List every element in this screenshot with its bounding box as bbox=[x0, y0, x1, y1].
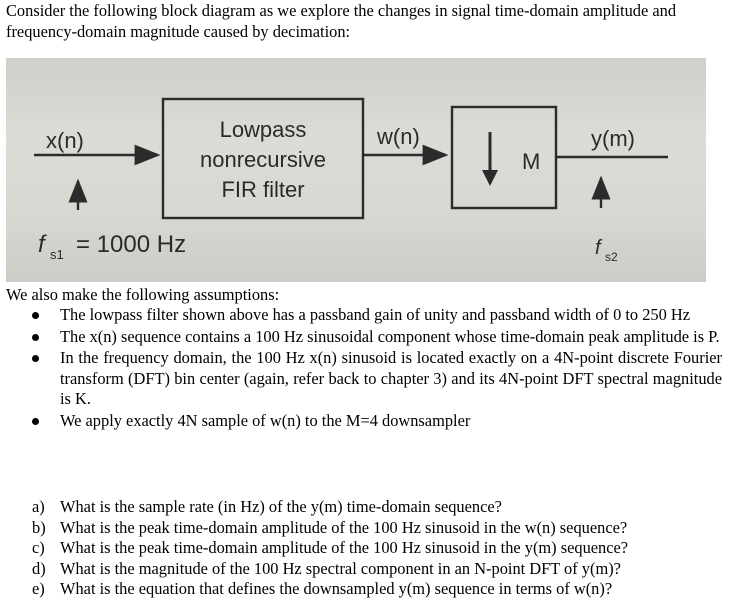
list-item bbox=[6, 411, 722, 432]
question-text: What is the peak time-domain amplitude of the 100 Hz sinusoid in the y(m) sequence? bbox=[60, 538, 629, 558]
fs2-subscript: s2 bbox=[605, 250, 618, 264]
list-item bbox=[6, 348, 722, 410]
assumptions-heading: We also make the following assumptions: bbox=[6, 285, 280, 304]
question-label: e) bbox=[32, 579, 45, 599]
downsampler-factor-label: M bbox=[522, 149, 541, 174]
output-signal-label: y(m) bbox=[591, 126, 635, 151]
block-diagram-photo bbox=[6, 58, 706, 282]
question-label: d) bbox=[32, 558, 46, 578]
fs1-value: = 1000 Hz bbox=[76, 231, 187, 258]
assumption-text: We apply exactly 4N sample of w(n) to the M=4 downsampler bbox=[60, 410, 471, 430]
question-item bbox=[6, 538, 722, 559]
question-text: What is the magnitude of the 100 Hz spectral component in an N-point DFT of y(m)? bbox=[60, 558, 621, 578]
assumptions-list bbox=[6, 305, 722, 433]
mid-signal-label: w(n) bbox=[377, 124, 420, 149]
question-item bbox=[6, 579, 722, 600]
question-item bbox=[6, 518, 722, 539]
bullet-icon bbox=[32, 334, 39, 341]
input-signal-label: x(n) bbox=[46, 128, 84, 153]
questions-list bbox=[6, 497, 722, 600]
question-label: a) bbox=[32, 497, 45, 516]
block-diagram bbox=[6, 58, 706, 282]
list-item bbox=[6, 327, 722, 348]
filter-line-3: FIR filter bbox=[221, 177, 305, 202]
assumption-text: In the frequency domain, the 100 Hz x(n) sinusoid is located exactly on a 4N-point discrete Fourier transform (DFT) bin center (again, refer back to chapter 3) and its 4N-point DFT spectral magnitude is K. bbox=[60, 348, 722, 409]
bullet-icon bbox=[32, 312, 39, 319]
question-text: What is the sample rate (in Hz) of the y(m) time-domain sequence? bbox=[60, 497, 502, 516]
bullet-icon bbox=[32, 418, 39, 425]
bullet-icon bbox=[32, 355, 39, 362]
assumption-text: The x(n) sequence contains a 100 Hz sinusoidal component whose time-domain peak amplitude is P. bbox=[60, 326, 720, 346]
intro-paragraph: Consider the following block diagram as we explore the changes in signal time-domain amplitude and frequency-domain magnitude caused by decimation: bbox=[6, 1, 677, 41]
fs2-symbol: f bbox=[595, 237, 601, 259]
fs1-subscript: s1 bbox=[50, 247, 64, 262]
filter-line-2: nonrecursive bbox=[200, 147, 326, 172]
assumption-text: The lowpass filter shown above has a passband gain of unity and passband width of 0 to 250 Hz bbox=[60, 305, 691, 324]
list-item bbox=[6, 305, 722, 326]
question-text: What is the peak time-domain amplitude of the 100 Hz sinusoid in the w(n) sequence? bbox=[60, 517, 628, 537]
question-label: c) bbox=[32, 538, 45, 558]
question-text: What is the equation that defines the downsampled y(m) sequence in terms of w(n)? bbox=[60, 579, 613, 599]
question-label: b) bbox=[32, 517, 46, 537]
fs1-symbol: f bbox=[38, 231, 45, 258]
filter-line-1: Lowpass bbox=[219, 117, 307, 142]
question-item bbox=[6, 559, 722, 580]
question-item bbox=[6, 497, 722, 518]
